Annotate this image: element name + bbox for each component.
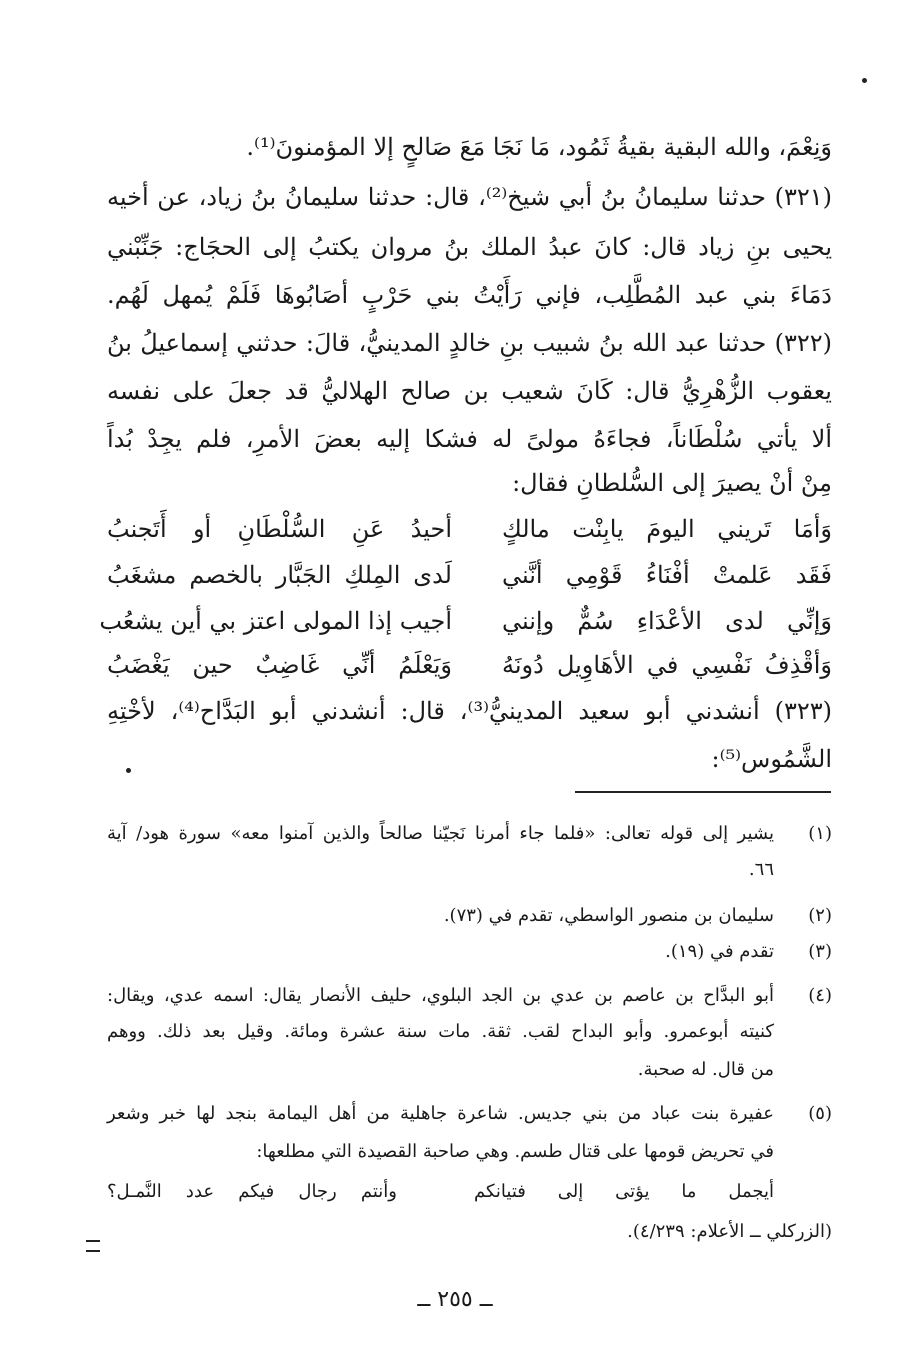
paragraph-323-line: الشَّمُوس⁽⁵⁾: (711, 745, 832, 773)
footnote-text: (الزركلي ــ الأعلام: ٤/٢٣٩). (627, 1221, 832, 1242)
poem-verse (107, 510, 832, 548)
verse-second-hemistich: لَدى المِلكِ الجَبَّار بالخصم مشغَبُ (107, 561, 452, 589)
footnote-1 (107, 820, 832, 848)
paragraph-323-line: (٣٢٣) أنشدني أبو سعيد المدينيُّ⁽³⁾، قال: أنشدني أبو البَدَّاح⁽⁴⁾، لأخْتِهِ (107, 697, 833, 725)
ink-dot (862, 78, 867, 83)
verse-first-hemistich: وَإنِّي لدى الأعْدَاءِ سُمٌّ وإنني (502, 607, 832, 635)
verse-second-hemistich: وأنتم رجال فيكم عدد النَّمـل؟ (107, 1181, 397, 1202)
footnote-number: (٣) (808, 941, 832, 962)
footnote-number: (٤) (808, 985, 832, 1006)
footnote-5 (107, 1100, 832, 1128)
margin-mark (86, 1240, 100, 1252)
text-line: وَنِعْمَ، والله البقية بقيةُ ثَمُود، مَا نَجَا مَعَ صَالحٍ إلا المؤمنونَ⁽¹⁾. (246, 133, 832, 161)
footnote-number: (٢) (808, 905, 832, 926)
paragraph-321-line: (٣٢١) حدثنا سليمانُ بنُ أبي شيخ⁽²⁾، قال: حدثنا سليمانُ بنُ زياد، عن أخيه (107, 183, 833, 211)
poem-verse (107, 646, 832, 684)
paragraph-321-line: دَمَاءَ بني عبد المُطَّلِب، فإني رَأَيْتُ بني حَرْبٍ أصَابُوهَا فَلَمْ يُمهل لَهُم. (107, 281, 832, 309)
paragraph-322-line: ألا يأتي سُلْطَاناً، فجاءَهُ مولىً له فشكا إليه بعضَ الأمرِ، فلم يجِدْ بُداً (107, 425, 832, 453)
footnote-verse (107, 1178, 774, 1206)
footnote-number: (٥) (808, 1103, 832, 1124)
footnote-separator (575, 791, 831, 793)
verse-second-hemistich: أجيب إذا المولى اعتز بي أين يشعُب (99, 607, 452, 635)
footnote-text: من قال. له صحبة. (637, 1059, 774, 1080)
verse-first-hemistich: وَأمَا تَريني اليومَ يابِنْت مالكٍ (502, 515, 832, 543)
page-number: ــ ٢٥٥ ــ (417, 1287, 493, 1312)
verse-second-hemistich: أحيدُ عَنِ السُّلْطَانِ أو أَتَجنبُ (107, 515, 452, 543)
verse-first-hemistich: فَقَد عَلمتْ أفْنَاءُ قَوْمِي أنَّني (502, 561, 832, 589)
footnote-text: تقدم في (١٩). (665, 941, 774, 962)
footnote-text: سليمان بن منصور الواسطي، تقدم في (٧٣). (443, 905, 774, 926)
footnote-text: عفيرة بنت عباد من بني جديس. شاعرة جاهلية من أهل اليمامة بنجد لها خبر وشعر (107, 1103, 774, 1124)
poem-verse (107, 556, 832, 594)
footnote-text: كنيته أبوعمرو. وأبو البداح لقب. ثقة. مات سنة عشرة ومائة. وقيل بعد ذلك. ووهم (107, 1021, 774, 1042)
footnote-text: يشير إلى قوله تعالى: «فلما جاء أمرنا نَجيّنا صالحاً والذين آمنوا معه» سورة هود/ آية (107, 823, 774, 844)
footnote-2 (107, 902, 832, 930)
footnote-number: (١) (808, 823, 832, 844)
verse-first-hemistich: أيجمل ما يؤتى إلى فتيانكم (474, 1181, 774, 1202)
ink-dot (126, 768, 131, 773)
paragraph-322-line: يعقوب الزُّهْرِيُّ قال: كَانَ شعيب بن صالح الهلاليُّ قد جعلَ على نفسه (107, 377, 832, 405)
verse-first-hemistich: وَأقْذِفُ نَفْسِي في الأهَاوِيل دُونَهُ (502, 651, 832, 679)
poem-verse (99, 602, 832, 640)
paragraph-321-line: يحيى بنِ زياد قال: كانَ عبدُ الملك بنُ مروان يكتبُ إلى الحجَاج: جَنِّبْني (107, 233, 832, 261)
footnote-text: أبو البدَّاح بن عاصم بن عدي بن الجد البلوي، حليف الأنصار يقال: اسمه عدي، ويقال: (107, 985, 774, 1006)
footnote-3 (107, 938, 832, 966)
paragraph-322-line: مِنْ أنْ يصيرَ إلى السُّلطانِ فقال: (512, 469, 832, 497)
paragraph-322-line: (٣٢٢) حدثنا عبد الله بنُ شبيب بنِ خالدٍ المدينيُّ، قالَ: حدثني إسماعيلُ بنُ (107, 329, 832, 357)
footnote-text: ٦٦. (748, 859, 774, 880)
footnote-4 (107, 982, 832, 1010)
footnote-text: في تحريض قومها على قتال طسم. وهي صاحبة القصيدة التي مطلعها: (256, 1141, 774, 1162)
verse-second-hemistich: وَيَعْلَمُ أنِّي غَاضِبٌ حين يَغْضَبُ (107, 651, 452, 679)
